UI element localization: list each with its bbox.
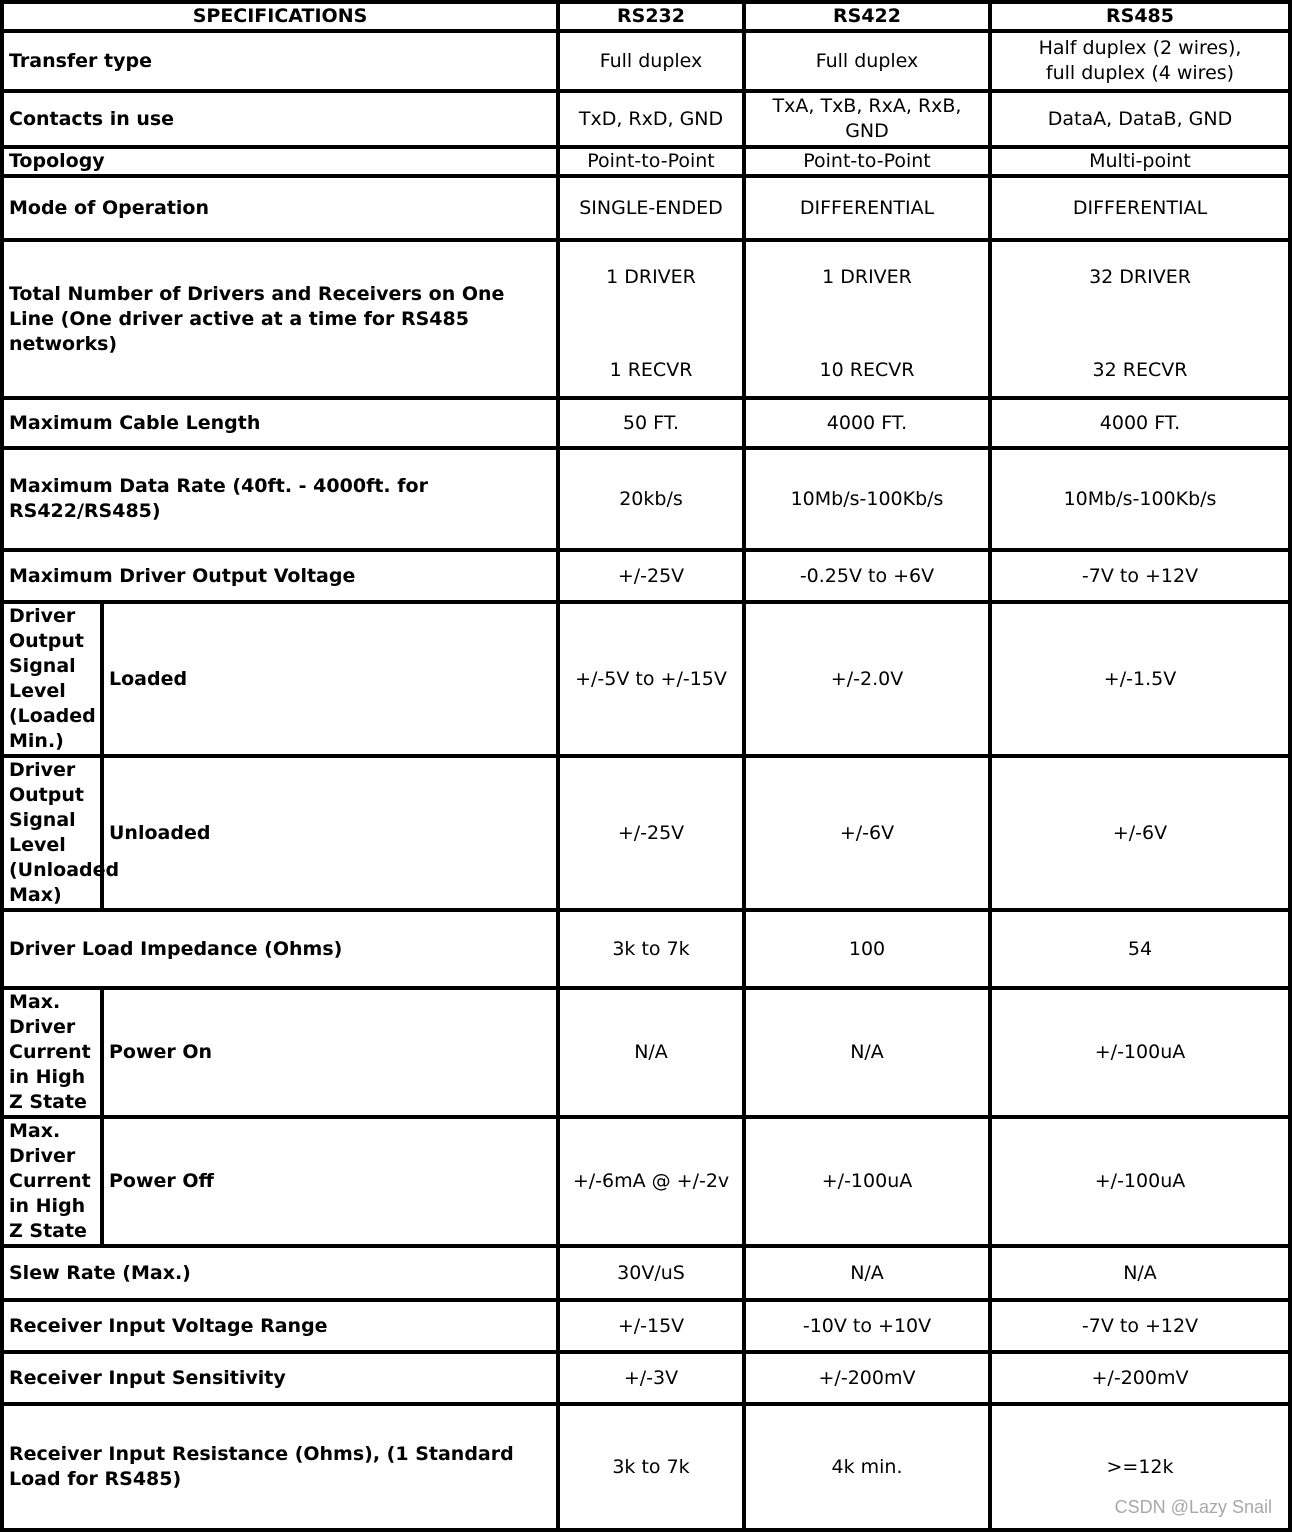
cell-rs422: Full duplex (744, 31, 990, 91)
row-sublabel: Power Off (102, 1117, 558, 1246)
driver-count: 1 DRIVER (606, 266, 696, 288)
cell-rs485: DataA, DataB, GND (990, 91, 1290, 147)
cell-rs232: 50 FT. (558, 398, 744, 448)
receiver-count: 10 RECVR (819, 359, 915, 381)
header-rs232: RS232 (558, 2, 744, 31)
table-row (2, 1117, 1290, 1246)
row-label: Receiver Input Resistance (Ohms), (1 Standard Load for RS485) (2, 1404, 558, 1530)
table-row (2, 550, 1290, 602)
table-row (2, 1246, 1290, 1300)
cell-rs485: N/A (990, 1246, 1290, 1300)
table-row (2, 448, 1290, 550)
row-label: Contacts in use (2, 91, 558, 147)
row-label: Driver Load Impedance (Ohms) (2, 910, 558, 988)
cell-rs422: 100 (744, 910, 990, 988)
cell-rs232: Point-to-Point (558, 147, 744, 176)
cell-rs422: 4000 FT. (744, 398, 990, 448)
row-label: Total Number of Drivers and Receivers on One Line (One driver active at a time for RS485 networks) (2, 240, 558, 398)
cell-rs485: -7V to +12V (990, 1300, 1290, 1352)
cell-rs422: +/-100uA (744, 1117, 990, 1246)
cell-rs232: N/A (558, 988, 744, 1117)
cell-rs232: SINGLE-ENDED (558, 176, 744, 240)
cell-rs422 (744, 240, 990, 398)
cell-rs232: +/-25V (558, 550, 744, 602)
cell-rs232: 30V/uS (558, 1246, 744, 1300)
cell-rs232: 3k to 7k (558, 1404, 744, 1530)
watermark: CSDN @Lazy Snail (1114, 1497, 1272, 1517)
cell-rs485: 4000 FT. (990, 398, 1290, 448)
table-row (2, 398, 1290, 448)
cell-rs485 (990, 240, 1290, 398)
header-row (2, 2, 1290, 31)
cell-rs485: +/-200mV (990, 1352, 1290, 1404)
receiver-count: 1 RECVR (609, 359, 693, 381)
cell-rs422: N/A (744, 1246, 990, 1300)
table-row (2, 988, 1290, 1117)
cell-rs485: +/-100uA (990, 988, 1290, 1117)
driver-count: 32 DRIVER (1089, 266, 1191, 288)
row-label: Maximum Data Rate (40ft. - 4000ft. for RS422/RS485) (2, 448, 558, 550)
cell-rs232: Full duplex (558, 31, 744, 91)
cell-rs485: Half duplex (2 wires), full duplex (4 wires) (990, 31, 1290, 91)
header-rs422: RS422 (744, 2, 990, 31)
cell-rs232: +/-15V (558, 1300, 744, 1352)
table-row (2, 240, 1290, 398)
cell-rs422: +/-6V (744, 756, 990, 910)
cell-rs232: +/-3V (558, 1352, 744, 1404)
table-row (2, 910, 1290, 988)
cell-rs422: Point-to-Point (744, 147, 990, 176)
cell-rs485: +/-6V (990, 756, 1290, 910)
cell-rs232 (558, 240, 744, 398)
row-label: Mode of Operation (2, 176, 558, 240)
table-row (2, 1404, 1290, 1530)
cell-rs422: -0.25V to +6V (744, 550, 990, 602)
row-group-label: Driver Output Signal Level (Unloaded Max) (2, 756, 102, 910)
table-row (2, 91, 1290, 147)
table-row (2, 1300, 1290, 1352)
cell-rs422: 10Mb/s-100Kb/s (744, 448, 990, 550)
receiver-count: 32 RECVR (1092, 359, 1188, 381)
table-row (2, 1352, 1290, 1404)
row-label: Receiver Input Sensitivity (2, 1352, 558, 1404)
row-group-label: Driver Output Signal Level (Loaded Min.) (2, 602, 102, 756)
row-label: Transfer type (2, 31, 558, 91)
cell-rs232: TxD, RxD, GND (558, 91, 744, 147)
row-group-label: Max. Driver Current in High Z State (2, 1117, 102, 1246)
cell-rs232: 20kb/s (558, 448, 744, 550)
cell-rs422: DIFFERENTIAL (744, 176, 990, 240)
row-sublabel: Power On (102, 988, 558, 1117)
cell-rs232: +/-5V to +/-15V (558, 602, 744, 756)
cell-rs485: -7V to +12V (990, 550, 1290, 602)
row-sublabel: Loaded (102, 602, 558, 756)
cell-rs422: -10V to +10V (744, 1300, 990, 1352)
row-label: Topology (2, 147, 558, 176)
cell-rs485: 54 (990, 910, 1290, 988)
cell-rs422: +/-2.0V (744, 602, 990, 756)
cell-rs485: Multi-point (990, 147, 1290, 176)
cell-rs485: +/-100uA (990, 1117, 1290, 1246)
cell-rs422: 4k min. (744, 1404, 990, 1530)
table-row (2, 176, 1290, 240)
cell-rs232: 3k to 7k (558, 910, 744, 988)
header-rs485: RS485 (990, 2, 1290, 31)
table-row (2, 602, 1290, 756)
driver-count: 1 DRIVER (822, 266, 912, 288)
cell-rs422: +/-200mV (744, 1352, 990, 1404)
row-label: Maximum Cable Length (2, 398, 558, 448)
row-label: Maximum Driver Output Voltage (2, 550, 558, 602)
table-row (2, 31, 1290, 91)
cell-rs232: +/-6mA @ +/-2v (558, 1117, 744, 1246)
cell-rs422: TxA, TxB, RxA, RxB, GND (744, 91, 990, 147)
cell-rs485: 10Mb/s-100Kb/s (990, 448, 1290, 550)
cell-rs485: >=12k (990, 1404, 1290, 1530)
cell-rs232: +/-25V (558, 756, 744, 910)
cell-rs485: DIFFERENTIAL (990, 176, 1290, 240)
row-group-label: Max. Driver Current in High Z State (2, 988, 102, 1117)
table-row (2, 147, 1290, 176)
cell-rs485: +/-1.5V (990, 602, 1290, 756)
table-row (2, 756, 1290, 910)
row-label: Slew Rate (Max.) (2, 1246, 558, 1300)
row-sublabel: Unloaded (102, 756, 558, 910)
row-label: Receiver Input Voltage Range (2, 1300, 558, 1352)
header-specifications: SPECIFICATIONS (2, 2, 558, 31)
cell-rs422: N/A (744, 988, 990, 1117)
